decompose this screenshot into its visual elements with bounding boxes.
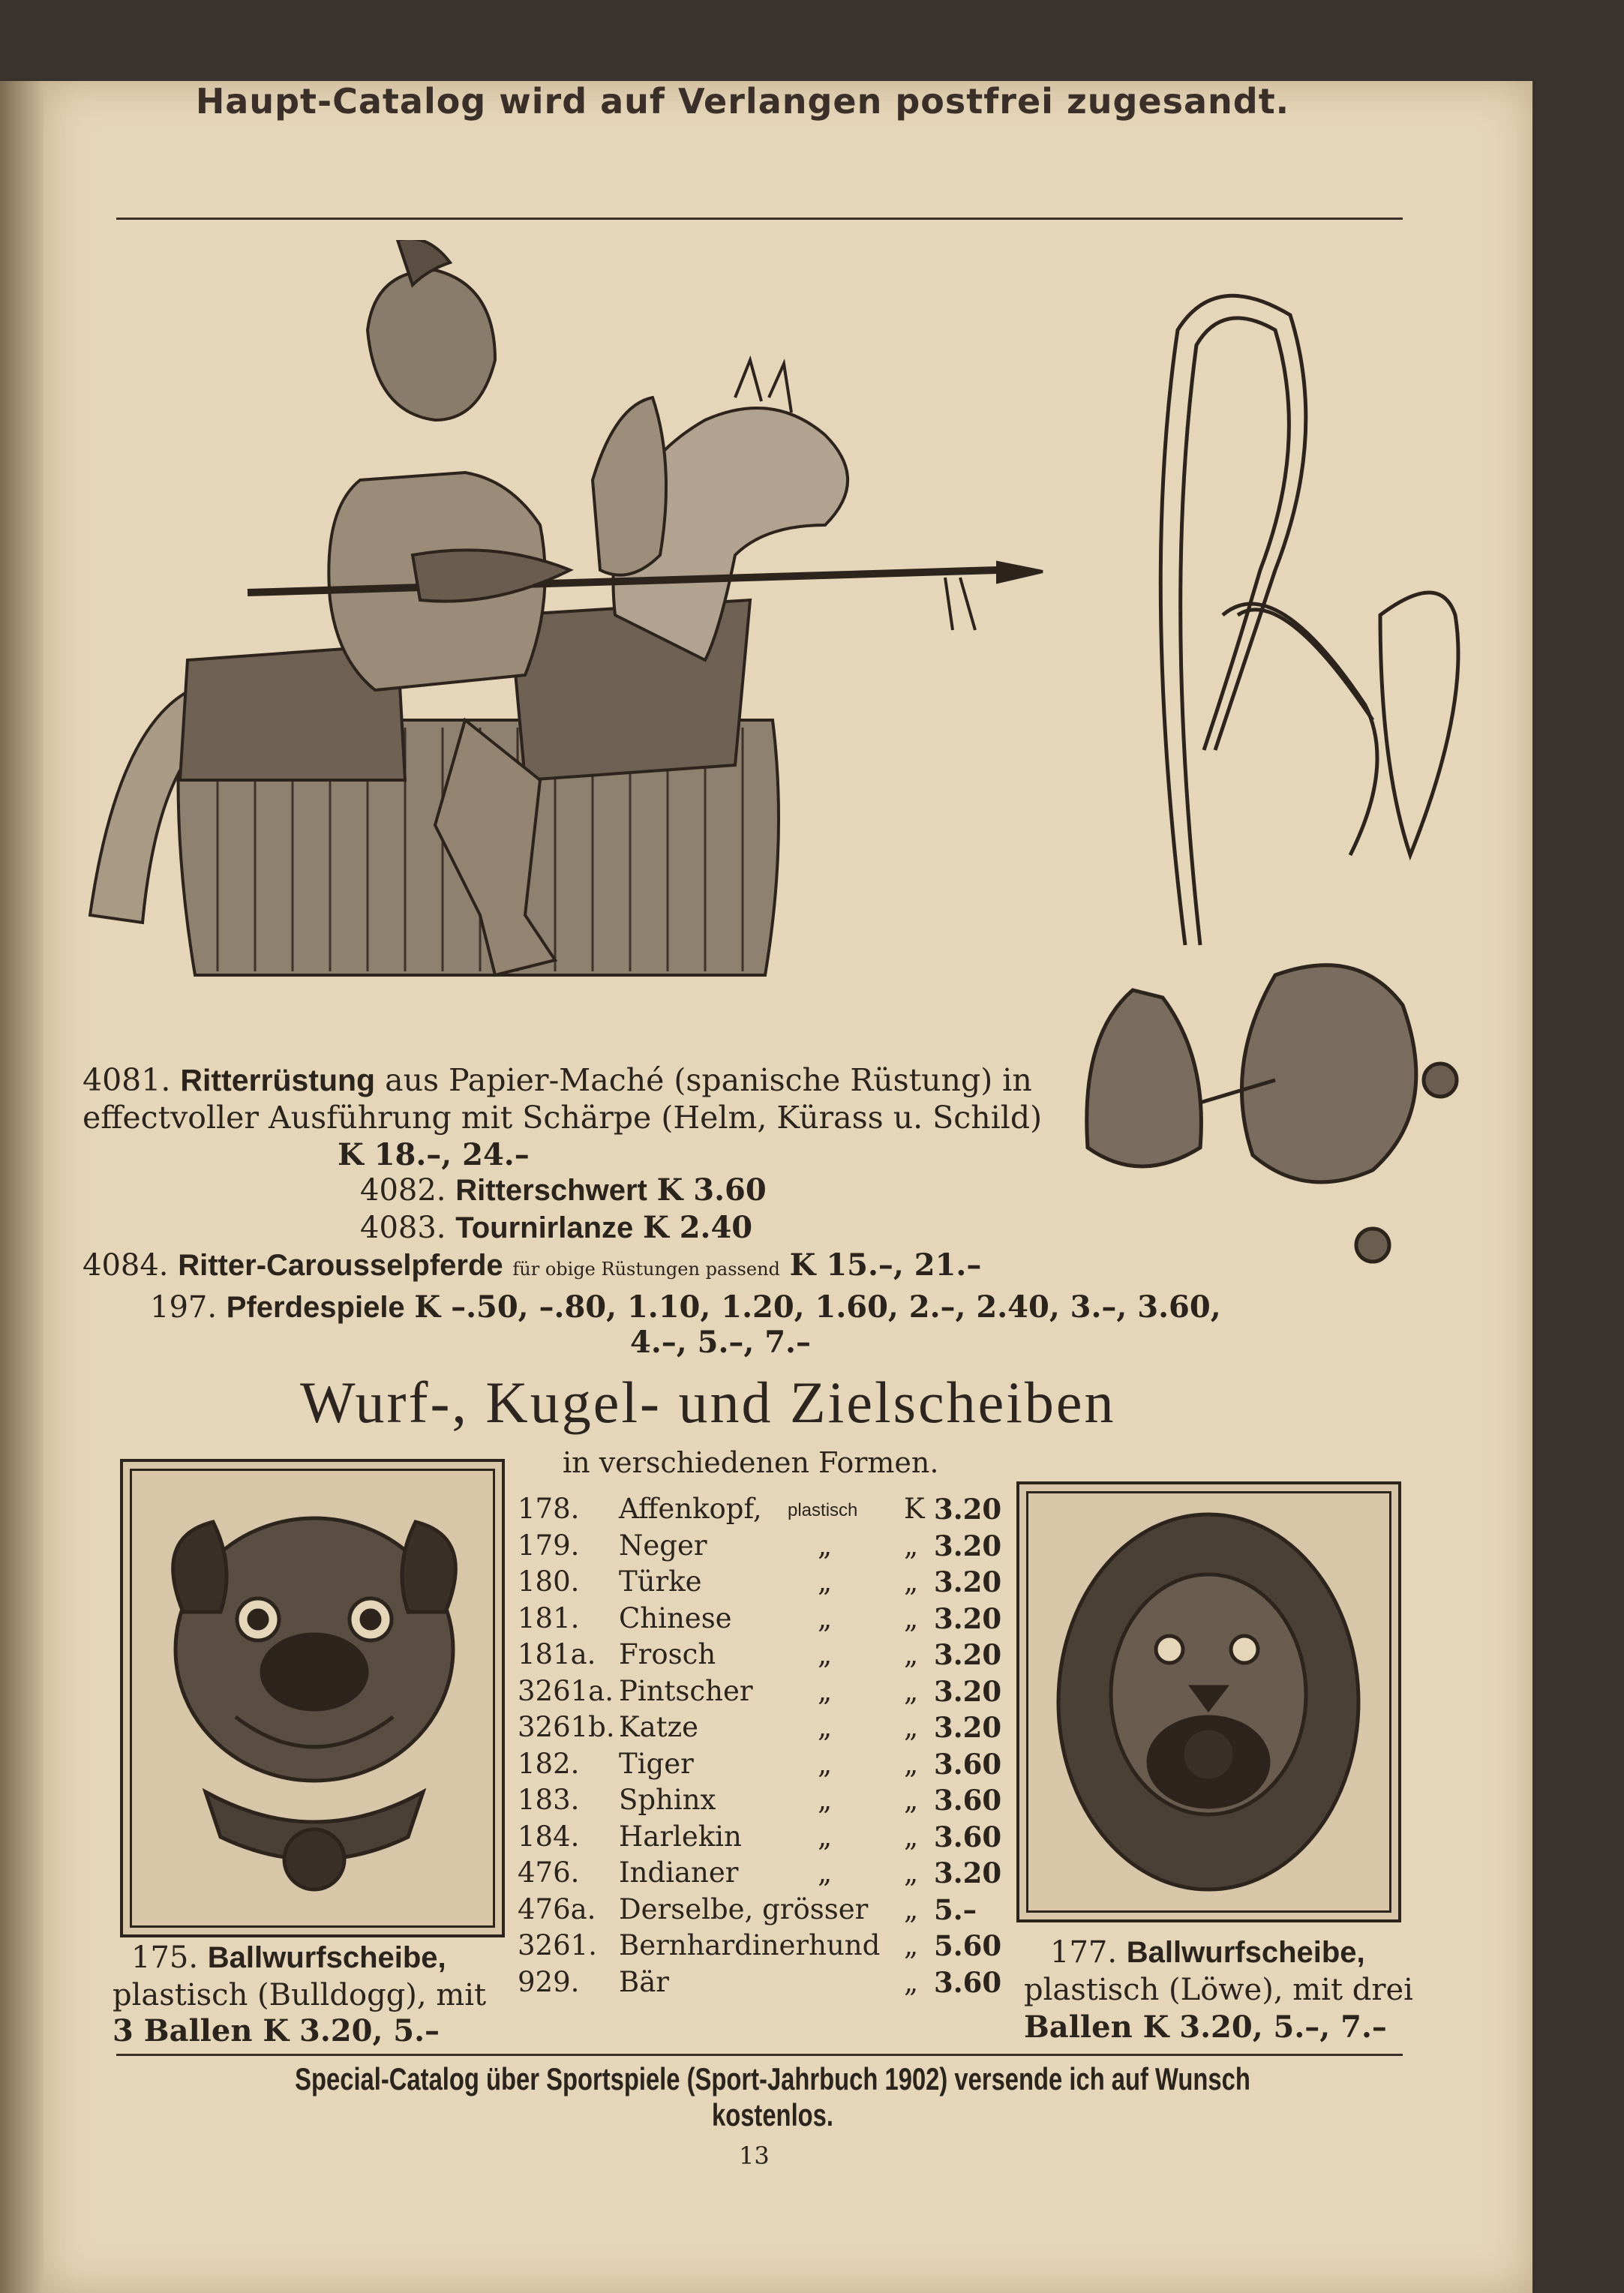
item-mark: „ [904, 1747, 919, 1780]
item-price: 3.60 [934, 1820, 1002, 1853]
item-number: 183. [518, 1784, 580, 1816]
lion-head-illustration [1019, 1484, 1398, 1919]
item-description: aus Papier-Maché (spanische Rüstung) in [385, 1062, 1032, 1098]
item-price: K 2.40 [643, 1210, 753, 1245]
item-name: Ballwurfscheibe, [207, 1941, 446, 1974]
section-title: Wurf-, Kugel- und Zielscheiben [300, 1370, 1116, 1435]
item-note: „ [818, 1784, 833, 1816]
item-number: 929. [518, 1965, 580, 1998]
item-name: Chinese [619, 1601, 732, 1634]
item-197-price-cont: 4.–, 5.–, 7.– [630, 1325, 811, 1360]
book-spine [0, 81, 44, 2293]
knight-on-horse-illustration [75, 240, 1080, 1065]
item-number: 175. [131, 1940, 199, 1975]
item-mark: K [904, 1493, 925, 1525]
item-mark: „ [904, 1638, 919, 1670]
page-header: Haupt-Catalog wird auf Verlangen postfrei zugesandt. [195, 81, 1290, 122]
item-4084 [83, 1247, 981, 1288]
item-name: Pferdespiele [226, 1291, 405, 1324]
item-price: 3.20 [934, 1529, 1002, 1562]
item-note: „ [818, 1565, 833, 1598]
bulldog-target-frame [120, 1459, 505, 1937]
item-mark: „ [904, 1965, 919, 1998]
item-price: 3.20 [934, 1674, 1002, 1708]
bulldog-head-illustration [123, 1462, 502, 1934]
item-price: K 3.60 [656, 1172, 767, 1208]
item-name: Ritterrüstung [180, 1063, 376, 1097]
item-number: 180. [518, 1565, 580, 1598]
item-name: Sphinx [619, 1784, 716, 1816]
item-note: plastisch [788, 1500, 858, 1520]
item-number: 3261b. [518, 1711, 615, 1743]
page-number: 13 [739, 2141, 770, 2170]
item-name: Indianer [619, 1856, 739, 1889]
item-number: 178. [518, 1493, 580, 1525]
item-number: 476. [518, 1856, 580, 1889]
footer-note: Special-Catalog über Sportspiele (Sport-Jahrbuch 1902) versende ich auf Wunsch kostenlos. [295, 2061, 1250, 2132]
item-note: „ [818, 1638, 833, 1670]
caption-177-line2: plastisch (Löwe), mit drei [1024, 1973, 1413, 2007]
section-subtitle: in verschiedenen Formen. [563, 1446, 939, 1479]
item-name: Tournirlanze [455, 1211, 634, 1244]
item-number: 3261a. [518, 1674, 614, 1707]
item-note: „ [818, 1711, 833, 1743]
caption-175 [131, 1939, 446, 1976]
item-number: 182. [518, 1747, 580, 1780]
item-4083 [360, 1209, 752, 1247]
item-price: 3.20 [934, 1601, 1002, 1635]
item-name: Bernhardinerhund [619, 1929, 881, 1961]
item-price: 3.20 [934, 1856, 1002, 1889]
item-name: Affenkopf, [619, 1493, 762, 1525]
item-name: Derselbe, grösser [619, 1892, 869, 1925]
item-mark: „ [904, 1529, 919, 1562]
item-name: Ballwurfscheibe, [1126, 1936, 1365, 1969]
item-note: „ [818, 1601, 833, 1634]
item-name: Ritter-Carousselpferde [178, 1249, 503, 1282]
item-mark: „ [904, 1784, 919, 1816]
item-price: 3.20 [934, 1493, 1002, 1526]
item-price: 3.60 [934, 1784, 1002, 1817]
item-price: 3.20 [934, 1565, 1002, 1598]
item-price: 5.– [934, 1892, 977, 1926]
item-number: 181. [518, 1601, 580, 1634]
item-4081-line2: effectvoller Ausführung mit Schärpe (Helm, Kürass u. Schild) [83, 1100, 1043, 1136]
item-number: 179. [518, 1529, 580, 1562]
item-name: Frosch [619, 1638, 716, 1670]
item-mark: „ [904, 1565, 919, 1598]
item-4082 [360, 1172, 767, 1209]
item-number: 177. [1050, 1935, 1118, 1970]
item-note: „ [818, 1856, 833, 1889]
item-number: 197. [150, 1290, 218, 1325]
item-price: 3.20 [934, 1711, 1002, 1744]
item-mark: „ [904, 1892, 919, 1925]
item-number: 4084. [83, 1248, 169, 1283]
item-name: Türke [619, 1565, 702, 1598]
item-number: 184. [518, 1820, 580, 1853]
footer-rule [116, 2054, 1403, 2056]
item-price: K 15.–, 21.– [789, 1247, 982, 1283]
item-price: 5.60 [934, 1929, 1002, 1962]
item-name: Pintscher [619, 1674, 753, 1707]
item-name: Neger [619, 1529, 707, 1562]
item-note: „ [818, 1820, 833, 1853]
item-4081 [83, 1061, 1032, 1099]
caption-175-line3: 3 Ballen K 3.20, 5.– [113, 2013, 440, 2048]
item-number: 476a. [518, 1892, 596, 1925]
item-price: K –.50, –.80, 1.10, 1.20, 1.60, 2.–, 2.40, 3.–, 3.60, [414, 1289, 1221, 1325]
item-mark: „ [904, 1929, 919, 1961]
item-mark: „ [904, 1856, 919, 1889]
item-note: „ [818, 1747, 833, 1780]
item-number: 3261. [518, 1929, 597, 1961]
item-number: 4081. [83, 1062, 171, 1098]
item-name: Katze [619, 1711, 698, 1743]
caption-177 [1050, 1934, 1365, 1971]
item-mark: „ [904, 1601, 919, 1634]
item-name: Ritterschwert [455, 1174, 647, 1207]
lion-target-frame [1016, 1481, 1401, 1922]
caption-175-line2: plastisch (Bulldogg), mit [113, 1978, 487, 2012]
item-number: 4082. [360, 1173, 446, 1208]
item-mark: „ [904, 1820, 919, 1853]
item-name: Harlekin [619, 1820, 742, 1853]
item-mark: „ [904, 1711, 919, 1743]
item-name: Tiger [619, 1747, 694, 1780]
item-number: 181a. [518, 1638, 596, 1670]
item-number: 4083. [360, 1211, 446, 1245]
item-note: „ [818, 1529, 833, 1562]
item-4081-price: K 18.–, 24.– [338, 1137, 530, 1172]
item-price: 3.20 [934, 1638, 1002, 1671]
item-note: „ [818, 1674, 833, 1707]
item-price: 3.60 [934, 1747, 1002, 1781]
item-price: 3.60 [934, 1965, 1002, 1999]
header-rule [116, 218, 1403, 220]
item-mark: „ [904, 1674, 919, 1707]
item-note: für obige Rüstungen passend [512, 1259, 780, 1280]
harness-illustration [1050, 285, 1470, 1275]
caption-177-line3: Ballen K 3.20, 5.–, 7.– [1024, 2009, 1387, 2045]
item-name: Bär [619, 1965, 669, 1998]
item-197 [150, 1289, 1221, 1326]
